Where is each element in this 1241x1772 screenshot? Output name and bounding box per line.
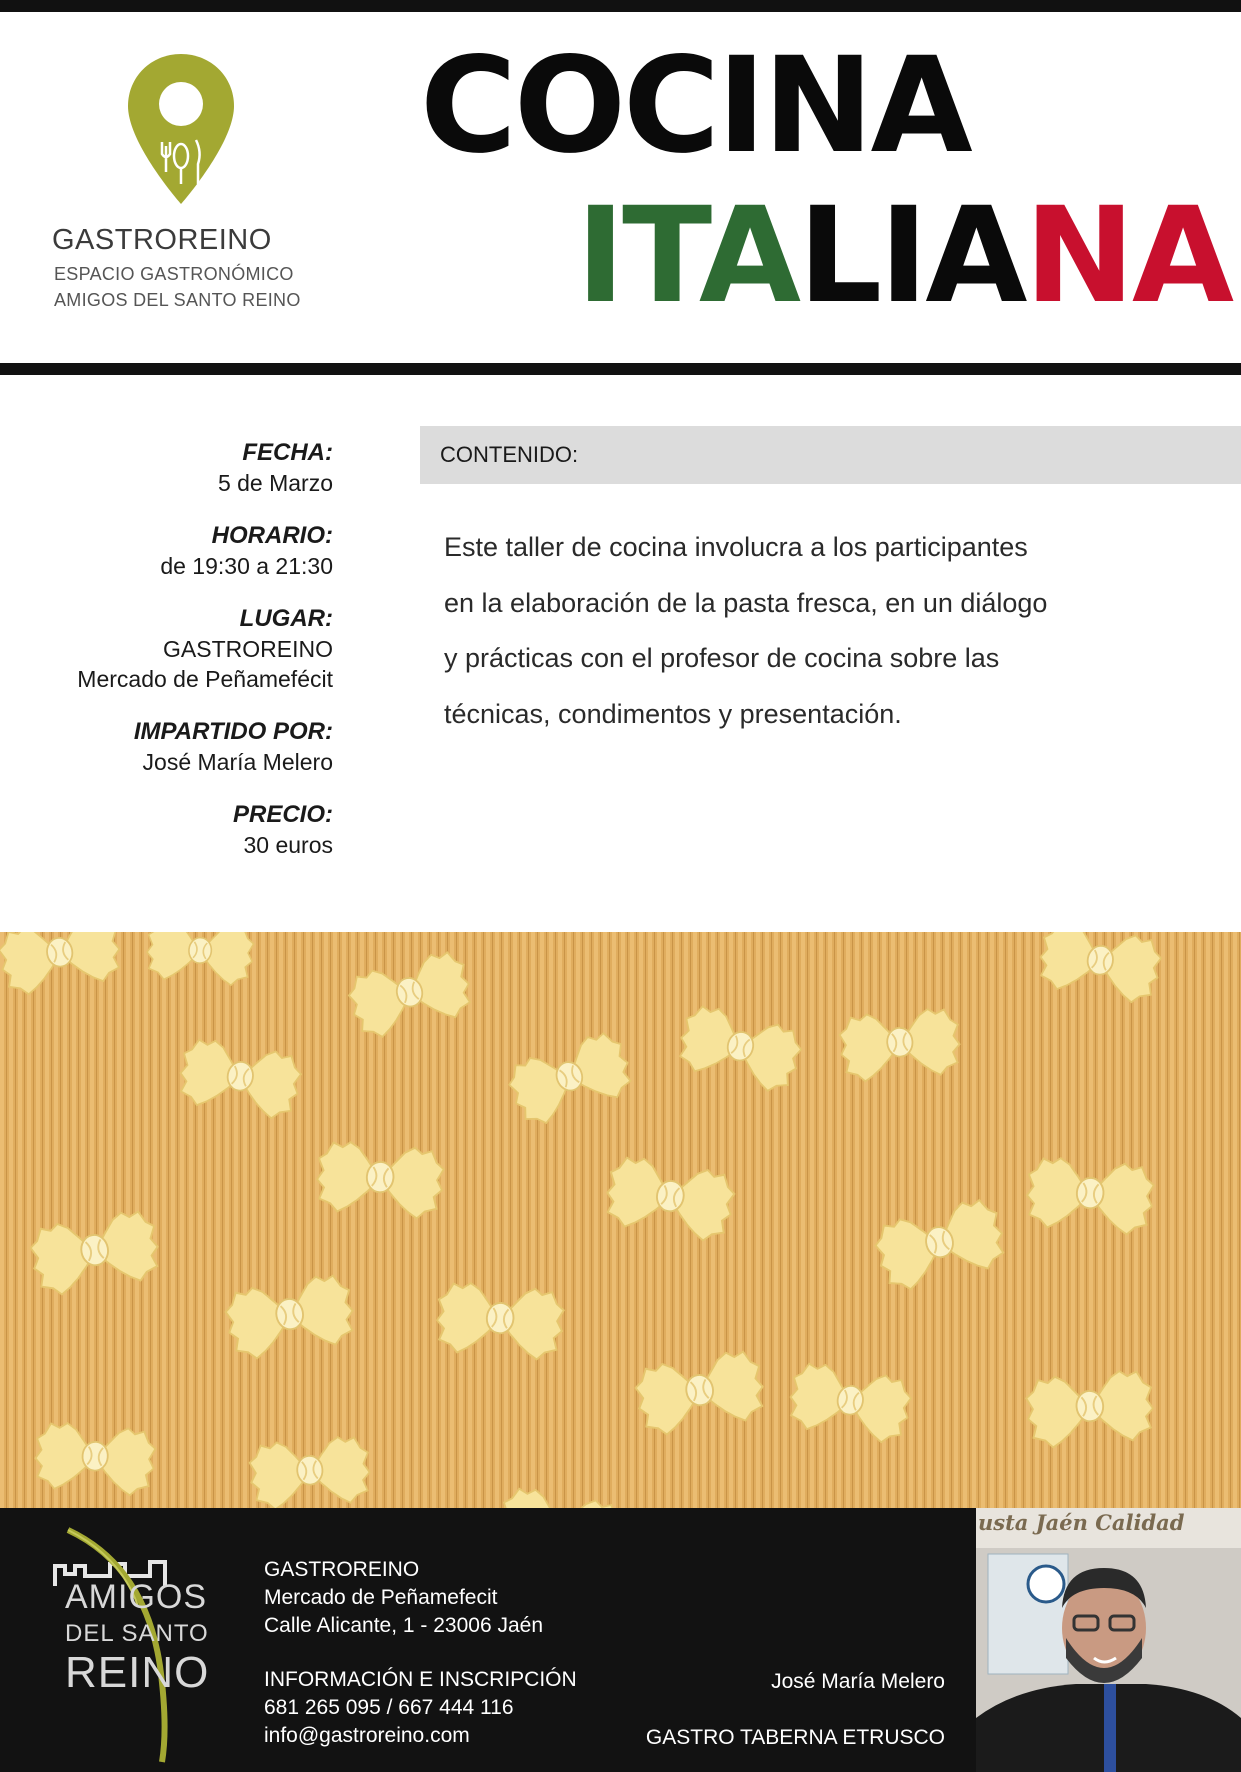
title-black-part: LIA xyxy=(798,179,1025,333)
logo-name: GASTROREINO xyxy=(52,224,272,256)
footer xyxy=(0,1508,1241,1772)
content-heading: CONTENIDO: xyxy=(440,442,579,467)
chef-name: José María Melero xyxy=(771,1670,945,1693)
map-pin-fork-knife-icon xyxy=(126,54,236,204)
info-schedule xyxy=(3,521,333,581)
info-value: 5 de Marzo xyxy=(217,470,333,496)
content-heading-bar xyxy=(420,426,1241,484)
address-line: Calle Alicante, 1 - 23006 Jaén xyxy=(264,1614,544,1637)
footer-logo-line-1: AMIGOS xyxy=(65,1578,208,1616)
title-green-part: ITA xyxy=(576,179,799,333)
phone-numbers: 681 265 095 / 667 444 116 xyxy=(264,1696,514,1719)
contact-info xyxy=(264,1666,577,1750)
footer-logo-line-2: DEL SANTO xyxy=(65,1620,209,1647)
info-label: HORARIO: xyxy=(211,522,333,549)
top-divider xyxy=(0,0,1241,12)
info-value: GASTROREINO xyxy=(163,636,333,662)
contact-heading: INFORMACIÓN E INSCRIPCIÓN xyxy=(264,1668,577,1691)
title-red-part: NA xyxy=(1024,179,1232,333)
pasta-photo xyxy=(0,932,1241,1508)
venue-address xyxy=(264,1556,543,1640)
photo-sign-text: usta Jaén Calidad xyxy=(978,1510,1185,1535)
email-link[interactable]: info@gastroreino.com xyxy=(264,1724,470,1747)
footer-logo-line-3: REINO xyxy=(65,1648,210,1697)
event-details xyxy=(3,438,333,883)
info-value: José María Melero xyxy=(142,749,333,775)
info-price xyxy=(3,800,333,860)
info-label: FECHA: xyxy=(242,439,333,466)
info-place xyxy=(3,604,333,694)
logo-subtitle-2: AMIGOS DEL SANTO REINO xyxy=(54,290,301,310)
content-line: técnicas, condimentos y presentación. xyxy=(444,698,902,729)
header-divider xyxy=(0,363,1241,375)
chef-venue: GASTRO TABERNA ETRUSCO xyxy=(645,1726,945,1749)
address-line: Mercado de Peñamefecit xyxy=(264,1586,498,1609)
info-label: PRECIO: xyxy=(232,801,333,828)
chef-credit xyxy=(646,1670,945,1750)
chef-photo xyxy=(976,1508,1241,1772)
chef-portrait-image xyxy=(976,1508,1241,1772)
content-line: Este taller de cocina involucra a los participantes xyxy=(444,532,1028,562)
info-value: de 19:30 a 21:30 xyxy=(160,553,333,579)
content-description xyxy=(444,520,1224,742)
farfalle-on-spaghetti-image xyxy=(0,932,1241,1508)
amigos-del-santo-reino-logo xyxy=(50,1526,230,1766)
content-line: en la elaboración de la pasta fresca, en un diálogo xyxy=(444,587,1048,618)
info-value: Mercado de Peñamefécit xyxy=(77,666,333,692)
address-line: GASTROREINO xyxy=(264,1558,420,1581)
info-label: IMPARTIDO POR: xyxy=(133,718,333,745)
info-value: 30 euros xyxy=(243,832,333,858)
info-label: LUGAR: xyxy=(239,605,333,632)
title-line-2 xyxy=(576,179,1232,333)
title-line-1: COCINA xyxy=(420,29,970,183)
info-instructor xyxy=(3,717,333,777)
content-line: y prácticas con el profesor de cocina sobre las xyxy=(444,643,1000,673)
info-date xyxy=(3,438,333,498)
logo-subtitle-1: ESPACIO GASTRONÓMICO xyxy=(54,264,294,284)
